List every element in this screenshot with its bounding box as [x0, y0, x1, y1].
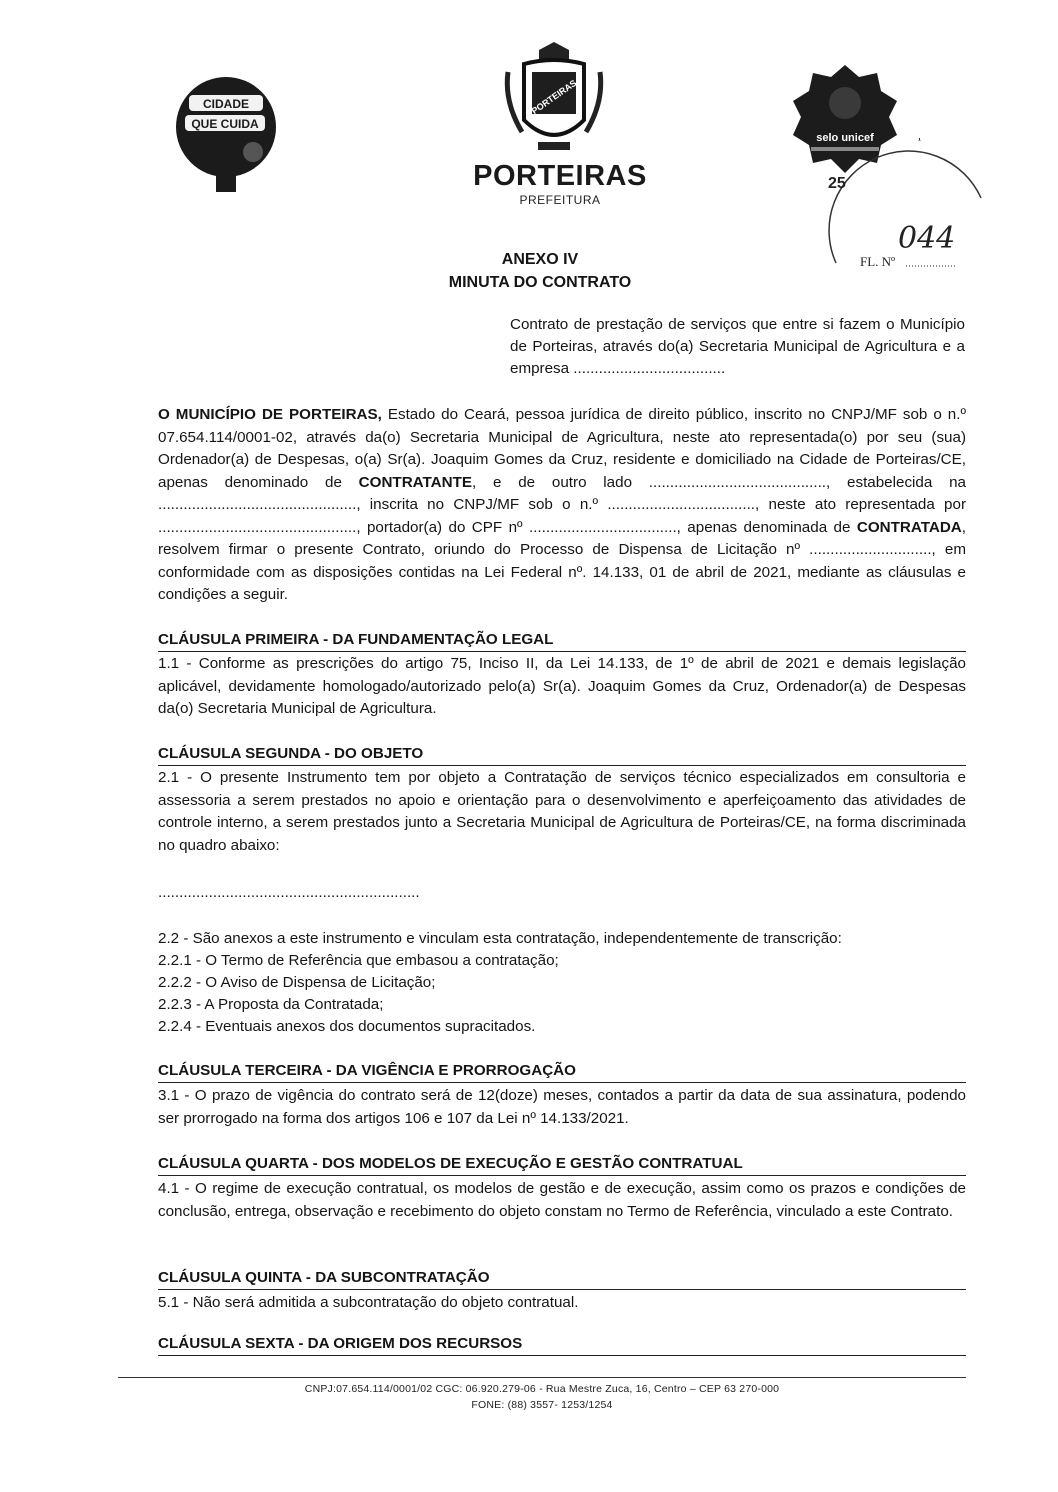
clause-5-heading: CLÁUSULA QUINTA - DA SUBCONTRATAÇÃO — [158, 1268, 966, 1290]
stamp-ring-text — [826, 138, 986, 141]
annex-item-2-2-1: 2.2.1 - O Termo de Referência que embasou a contratação; — [158, 952, 559, 969]
annex-item-2-2-3: 2.2.3 - A Proposta da Contratada; — [158, 996, 384, 1013]
clause-2-text: 2.1 - O presente Instrumento tem por objeto a Contratação de serviços técnico especializados em consultoria e assessoria a serem prestados no apoio e orientação para o desenvolvimento e aperfeiçoamento das atividades de controle interno, a serem prestados junto a Secretaria Municipal de Agricultura de Porteiras/CE, na forma discriminada no quadro abaixo: — [158, 769, 966, 854]
footer-phone: FONE: (88) 3557- 1253/1254 — [471, 1399, 613, 1411]
footer-address: CNPJ:07.654.114/0001/02 CGC: 06.920.279-06 - Rua Mestre Zuca, 16, Centro – CEP 63 270-000 — [304, 1383, 780, 1395]
annex-title-line-1: ANEXO IV — [501, 251, 579, 268]
clause-1-heading: CLÁUSULA PRIMEIRA - DA FUNDAMENTAÇÃO LEGAL — [158, 630, 966, 652]
clause-5-text: 5.1 - Não será admitida a subcontratação do objeto contratual. — [158, 1294, 579, 1311]
annex-item-2-2-2: 2.2.2 - O Aviso de Dispensa de Licitação; — [158, 974, 436, 991]
footer-divider — [118, 1377, 966, 1378]
object-placeholder: .............................................................. — [158, 884, 420, 901]
annex-title-line-2: MINUTA DO CONTRATO — [448, 274, 632, 291]
clause-3-text: 3.1 - O prazo de vigência do contrato será de 12(doze) meses, contados a partir da data de sua assinatura, podendo ser prorrogado na forma dos artigos 106 e 107 da Lei nº 14.133/2021. — [158, 1087, 966, 1127]
protocol-stamp — [826, 138, 986, 278]
intro-lead: O MUNICÍPIO DE PORTEIRAS, — [158, 406, 382, 423]
contract-summary: Contrato de prestação de serviços que entre si fazem o Município de Porteiras, através do(a) Secretaria Municipal de Agricultura e a empresa .................................... — [510, 316, 965, 377]
unicef-text: selo unicef — [816, 132, 874, 144]
annex-item-2-2: 2.2 - São anexos a este instrumento e vinculam esta contratação, independentemente de transcrição: — [158, 930, 842, 947]
porteiras-crest — [504, 42, 604, 160]
clause-4-text: 4.1 - O regime de execução contratual, os modelos de gestão e de execução, assim como os prazos e condições de conclusão, entrega, observação e recebimento do objeto constam no Termo de Referência, vinculado a este Contrato. — [158, 1180, 966, 1220]
logo-line-1: CIDADE — [202, 97, 250, 111]
cidade-que-cuida-logo — [171, 77, 281, 192]
clause-1-text: 1.1 - Conforme as prescrições do artigo 75, Inciso II, da Lei 14.133, de 1º de abril de 2021 e demais legislação aplicável, devidamente homologado/autorizado pelo(a) Sr(a). Joaquim Gomes da Cruz, Ordenador(a) de Despesas da(o) Secretaria Municipal de Agricultura. — [158, 655, 966, 717]
brand-subtitle: PREFEITURA — [519, 193, 601, 207]
stamp-number: 25 — [828, 175, 846, 192]
annex-item-2-2-4: 2.2.4 - Eventuais anexos dos documentos supracitados. — [158, 1018, 536, 1035]
intro-part-1: Estado do Ceará, pessoa jurídica de direito público, inscrito no CNPJ/MF sob o n.º 07.654.114/0001-02, através da(o) Secretaria Municipal de Agricultura, neste ato representada(o) por seu (sua) Ordenador(a) de Despesas, o(a) Sr(a). Joaquim Gomes da Cruz, residente e domiciliado na Cidade de Porteiras/CE, apenas denominado de — [158, 406, 966, 491]
logo-line-2: QUE CUIDA — [191, 117, 259, 131]
clause-4-heading: CLÁUSULA QUARTA - DOS MODELOS DE EXECUÇÃO E GESTÃO CONTRATUAL — [158, 1154, 966, 1176]
intro-part-2: , e de outro lado .........................................., estabelecida na ..............................................., inscrita no CNPJ/MF sob o n.º ..................................., neste ato representada por ..............................................., portador(a) do CPF nº ..................................., apenas denominada de — [158, 473, 966, 536]
clause-6-heading: CLÁUSULA SEXTA - DA ORIGEM DOS RECURSOS — [158, 1334, 966, 1356]
intro-paragraph — [158, 404, 966, 607]
annex-title — [400, 248, 680, 294]
stamp-fl-label: FL. Nº — [860, 254, 896, 269]
intro-part-3: , resolvem firmar o presente Contrato, oriundo do Processo de Dispensa de Licitação nº ............................., em conformidade com as disposições contidas na Lei Federal nº. 14.133, 01 de abril de 2021, mediante as cláusulas e condições a seguir. — [158, 518, 966, 603]
contratante-term: CONTRATANTE — [358, 473, 472, 491]
stamp-handwritten-number: 044 — [898, 221, 956, 256]
clause-2-heading: CLÁUSULA SEGUNDA - DO OBJETO — [158, 744, 966, 766]
brand-name: PORTEIRAS — [473, 160, 647, 192]
contratada-term: CONTRATADA — [856, 518, 962, 536]
clause-3-heading: CLÁUSULA TERCEIRA - DA VIGÊNCIA E PRORROGAÇÃO — [158, 1061, 966, 1083]
crest-text: PORTEIRAS — [529, 77, 579, 117]
